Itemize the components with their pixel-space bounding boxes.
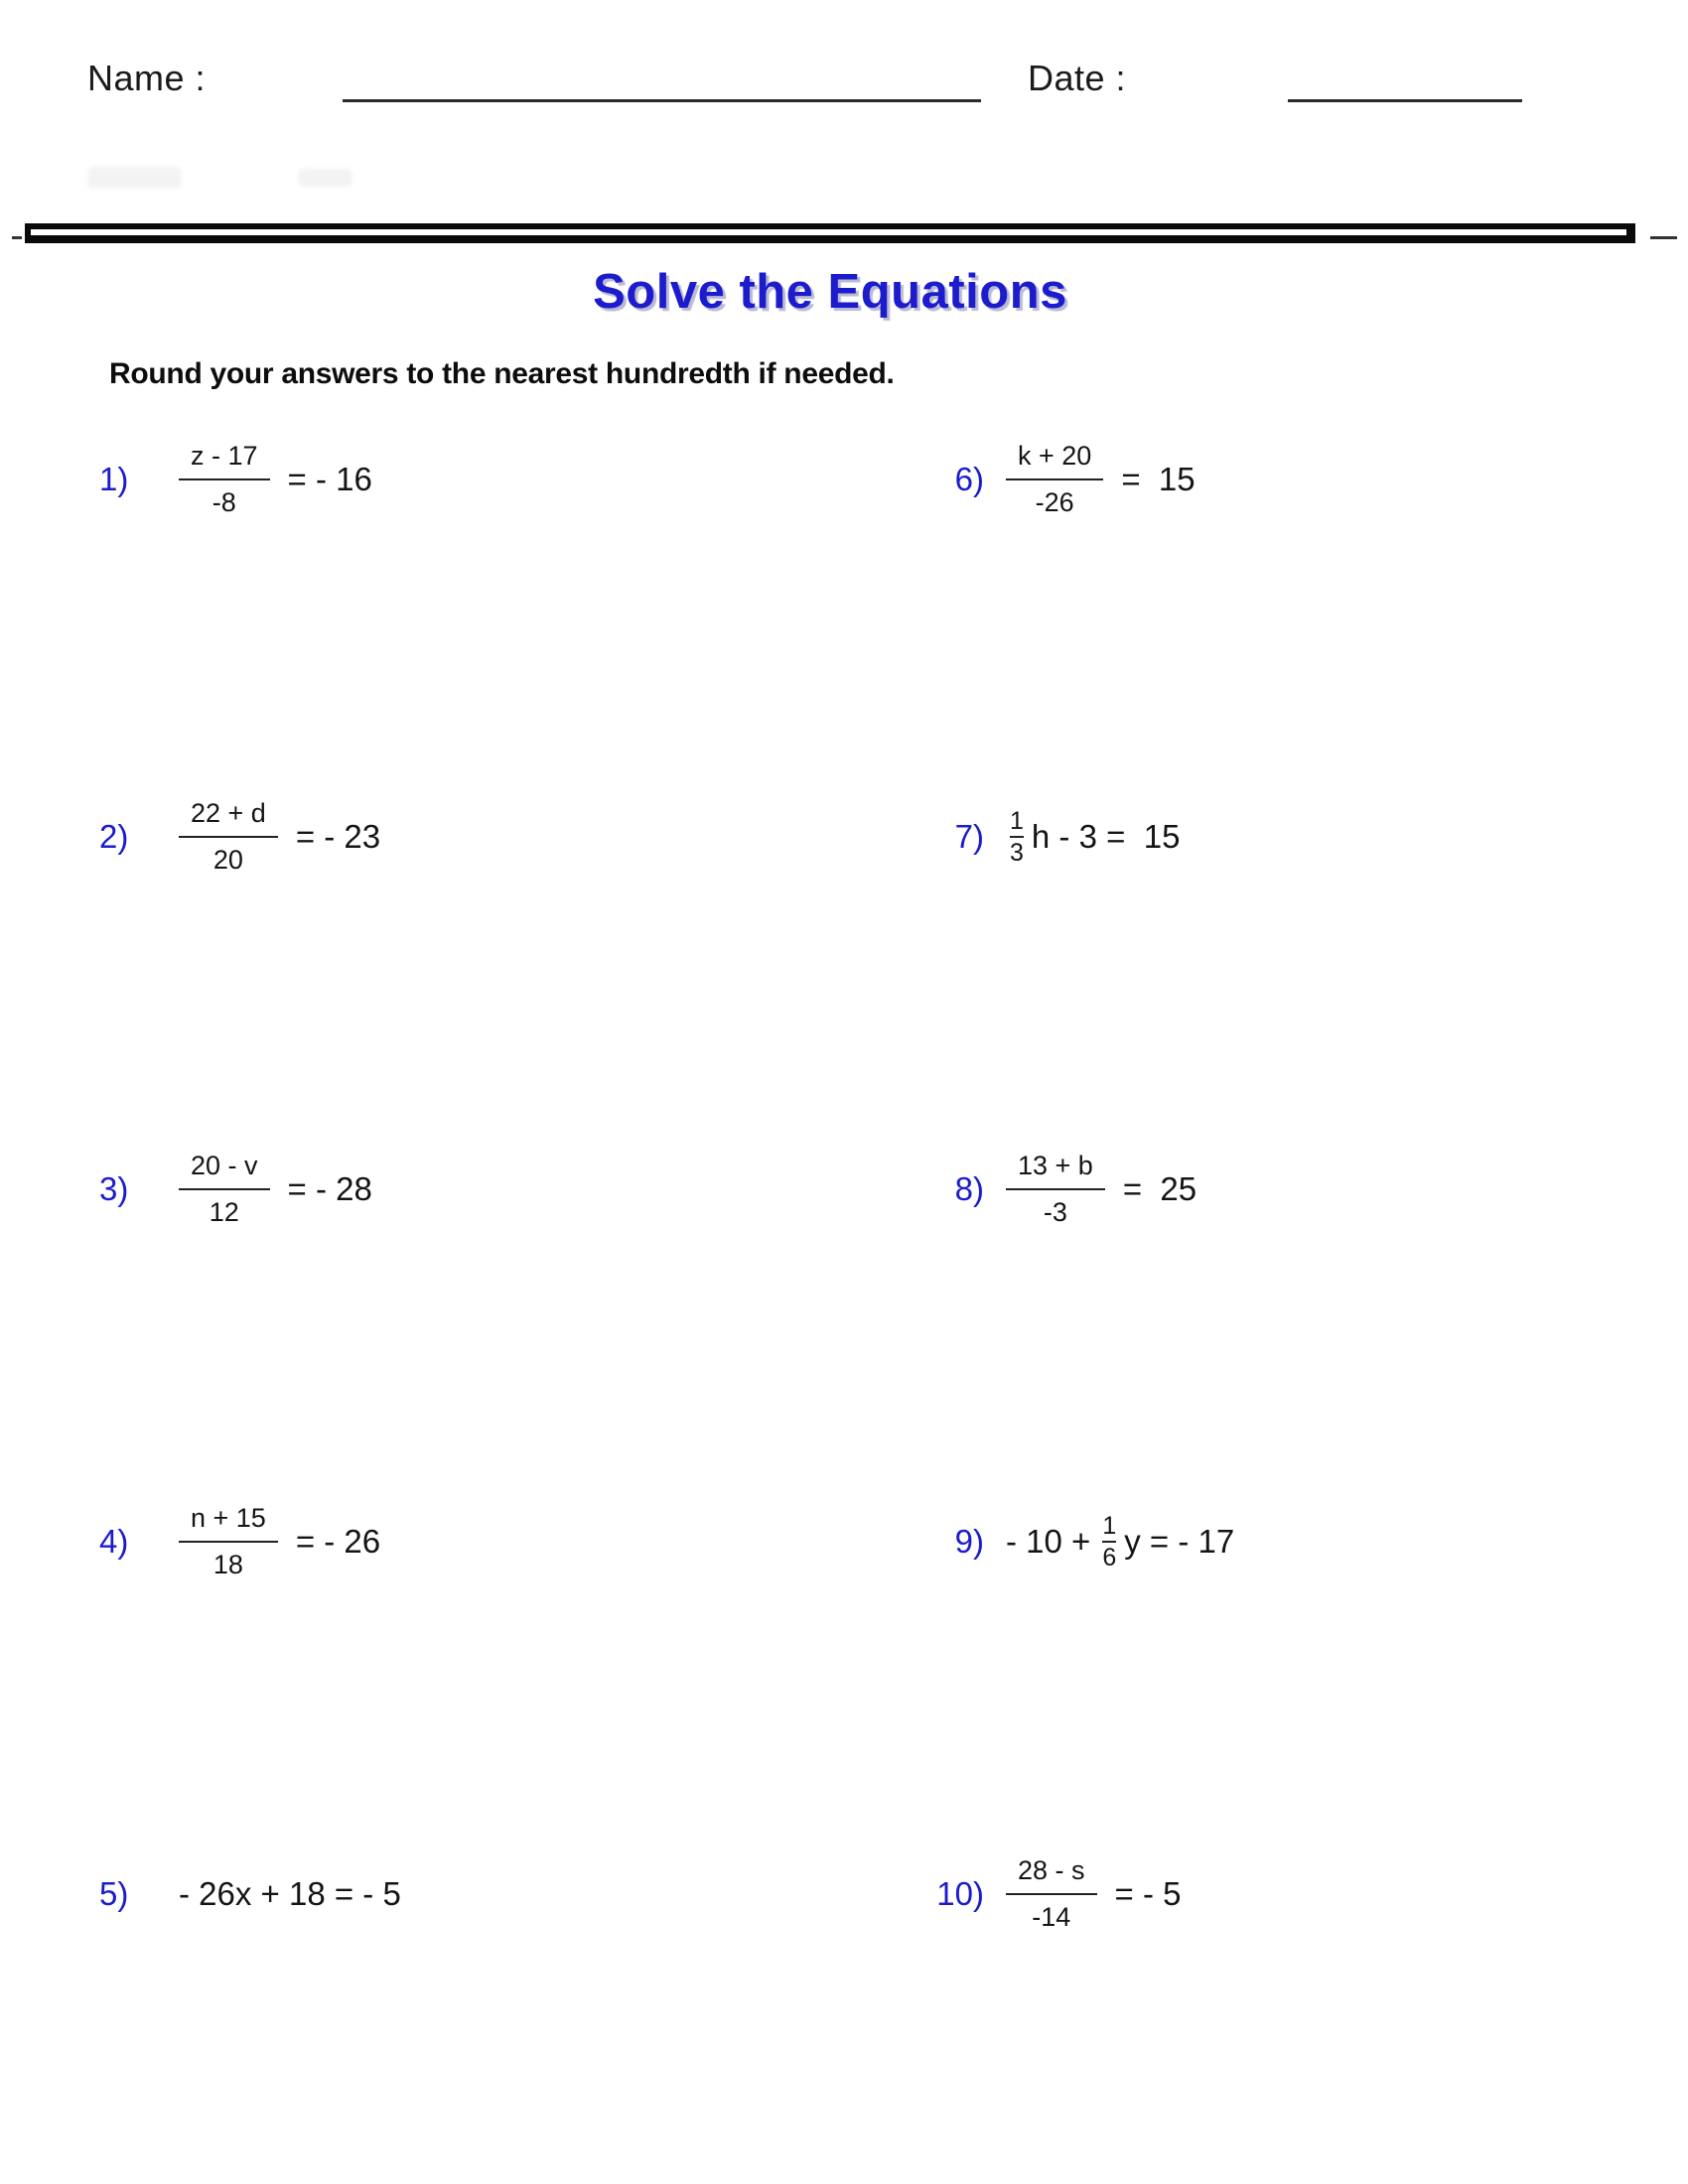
fraction-numerator: 1 [1102, 1511, 1117, 1540]
equation [179, 439, 372, 520]
fraction-numerator: 13 + b [1018, 1150, 1093, 1180]
problem-number: 7) [954, 818, 984, 855]
equation-rhs: = 15 [1121, 461, 1196, 497]
name-label: Name : [87, 58, 207, 98]
problem-number: 8) [954, 1170, 984, 1207]
fraction-denominator: -3 [1043, 1197, 1067, 1227]
equation-rhs: = - 23 [295, 818, 381, 855]
fraction-denominator: 6 [1102, 1544, 1117, 1571]
problem-2 [99, 767, 380, 906]
equation [179, 1875, 401, 1913]
fraction-bar [1006, 1893, 1097, 1895]
problem-7 [926, 767, 1180, 906]
problem-number: 3) [99, 1170, 129, 1207]
equation [179, 796, 380, 878]
inline-fraction [1102, 1513, 1116, 1571]
fraction-denominator: -14 [1032, 1902, 1071, 1932]
fraction [179, 1149, 270, 1230]
fraction-numerator: 20 - v [191, 1150, 258, 1180]
fraction [1006, 1853, 1097, 1935]
equation [1006, 439, 1196, 520]
equation-rhs: = - 5 [1114, 1875, 1182, 1912]
problem-number: 5) [99, 1875, 129, 1912]
fraction-numerator: z - 17 [191, 440, 258, 471]
fraction-denominator: 20 [212, 845, 243, 875]
fraction-numerator: k + 20 [1018, 440, 1092, 471]
fraction-denominator: 18 [212, 1550, 243, 1579]
fraction-bar [1006, 478, 1103, 480]
problem-number: 6) [954, 461, 984, 497]
equation-rhs: y = - 17 [1124, 1523, 1235, 1560]
problem-4 [99, 1472, 380, 1611]
fraction-bar [179, 836, 278, 838]
equation [179, 1501, 380, 1582]
fraction-denominator: 12 [209, 1197, 239, 1227]
equation-lhs: - 10 + [1006, 1523, 1091, 1560]
fraction [179, 1501, 278, 1582]
fraction-denominator: 3 [1010, 839, 1024, 867]
instruction-text: Round your answers to the nearest hundredth if needed. [109, 357, 895, 390]
fraction-bar [179, 1188, 270, 1190]
equation [1006, 1149, 1196, 1230]
problem-5 [99, 1825, 401, 1964]
problem-9 [926, 1472, 1234, 1611]
fraction-denominator: -8 [211, 487, 236, 517]
fraction-numerator: 22 + d [191, 797, 266, 828]
problem-number: 2) [99, 818, 129, 855]
equation [1006, 808, 1180, 867]
page-title: Solve the Equations [593, 265, 1067, 319]
equation [179, 1149, 372, 1230]
problem-10 [926, 1825, 1181, 1964]
fraction-bar [1010, 836, 1024, 838]
fraction-numerator: n + 15 [191, 1502, 266, 1533]
equation-rhs: = - 16 [287, 461, 372, 497]
fraction [1006, 1149, 1105, 1230]
equation [1006, 1853, 1181, 1935]
fraction-bar [1006, 1188, 1105, 1190]
date-label: Date : [1028, 58, 1127, 98]
equation [1006, 1513, 1234, 1571]
equation-text: - 26x + 18 = - 5 [179, 1875, 401, 1912]
fraction [1006, 439, 1103, 520]
fraction-bar [179, 478, 270, 480]
fraction-denominator: -26 [1035, 487, 1074, 517]
fraction-numerator: 28 - s [1018, 1854, 1085, 1885]
fraction [179, 439, 270, 520]
fraction-bar [179, 1541, 278, 1543]
equation-rhs: = - 28 [287, 1170, 372, 1207]
fraction [179, 796, 278, 878]
problem-6 [926, 410, 1196, 549]
equation-rhs: = 25 [1122, 1170, 1197, 1207]
problem-3 [99, 1120, 372, 1259]
problem-number: 1) [99, 461, 129, 497]
problem-8 [926, 1120, 1196, 1259]
equation-rhs: = - 26 [295, 1523, 381, 1560]
problem-number: 10) [936, 1875, 984, 1912]
inline-fraction [1010, 808, 1024, 867]
equation-rhs: h - 3 = 15 [1031, 818, 1181, 855]
fraction-numerator: 1 [1010, 806, 1024, 835]
problem-1 [99, 410, 372, 549]
problem-number: 4) [99, 1523, 129, 1560]
problem-number: 9) [954, 1523, 984, 1560]
fraction-bar [1102, 1541, 1116, 1543]
